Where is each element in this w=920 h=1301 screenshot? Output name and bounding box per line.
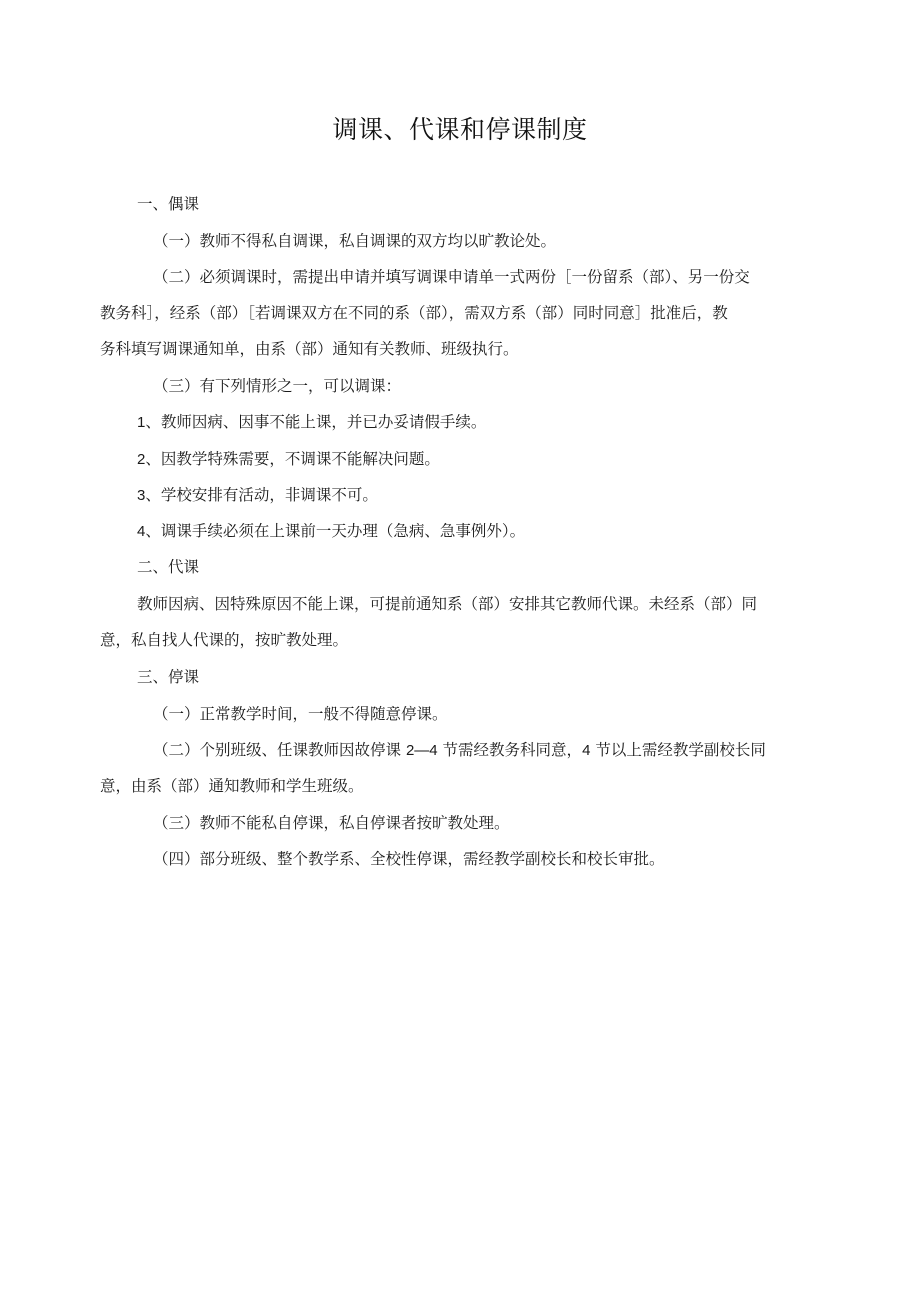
list-item xyxy=(137,448,440,471)
paragraph-line: （三）教师不能私自停课，私自停课者按旷教处理。 xyxy=(153,814,510,832)
list-item-text: 、调课手续必须在上课前一天办理（急病、急事例外）。 xyxy=(145,522,526,540)
number-run: 4 xyxy=(582,742,591,759)
list-item-number: 3 xyxy=(137,487,146,504)
list-item-text: 、因教学特殊需要，不调课不能解决问题。 xyxy=(145,450,440,468)
paragraph-line: （一）正常教学时间，一般不得随意停课。 xyxy=(153,705,448,723)
section-heading-1: 一、偶课 xyxy=(137,195,200,213)
paragraph-line: 意，由系（部）通知教师和学生班级。 xyxy=(100,777,364,795)
text-run: （二）个别班级、任课教师因故停课 xyxy=(153,741,406,759)
list-item-number: 2 xyxy=(137,451,146,468)
number-run: 2—4 xyxy=(405,742,438,759)
paragraph-line: （二）必须调课时，需提出申请并填写调课申请单一式两份［一份留系（部）、另一份交 xyxy=(153,268,750,286)
list-item-number: 4 xyxy=(137,523,146,540)
paragraph-line: 教师因病、因特殊原因不能上课，可提前通知系（部）安排其它教师代课。未经系（部）同 xyxy=(137,595,758,613)
paragraph-line: （四）部分班级、整个教学系、全校性停课，需经教学副校长和校长审批。 xyxy=(153,850,665,868)
list-item xyxy=(137,411,486,434)
section-heading-2: 二、代课 xyxy=(137,558,200,576)
text-run: 节需经教务科同意， xyxy=(437,741,583,759)
list-item-text: 、学校安排有活动，非调课不可。 xyxy=(145,486,378,504)
list-item-number: 1 xyxy=(137,414,146,431)
list-item-text: 、教师因病、因事不能上课，并已办妥请假手续。 xyxy=(145,413,487,431)
paragraph-line: （三）有下列情形之一，可以调课： xyxy=(153,377,402,395)
section-heading-3: 三、停课 xyxy=(137,668,200,686)
paragraph-line: 意，私自找人代课的，按旷教处理。 xyxy=(100,631,349,649)
text-run: 节以上需经教学副校长同 xyxy=(590,741,766,759)
list-item xyxy=(137,520,525,543)
paragraph-line xyxy=(153,739,766,762)
page-title: 调课、代课和停课制度 xyxy=(332,115,588,144)
list-item xyxy=(137,484,378,507)
paragraph-line: （一）教师不得私自调课，私自调课的双方均以旷教论处。 xyxy=(153,232,557,250)
paragraph-line: 教务科］，经系（部）［若调课双方在不同的系（部），需双方系（部）同时同意］批准后，教 xyxy=(100,304,728,322)
paragraph-line: 务科填写调课通知单，由系（部）通知有关教师、班级执行。 xyxy=(100,340,519,358)
